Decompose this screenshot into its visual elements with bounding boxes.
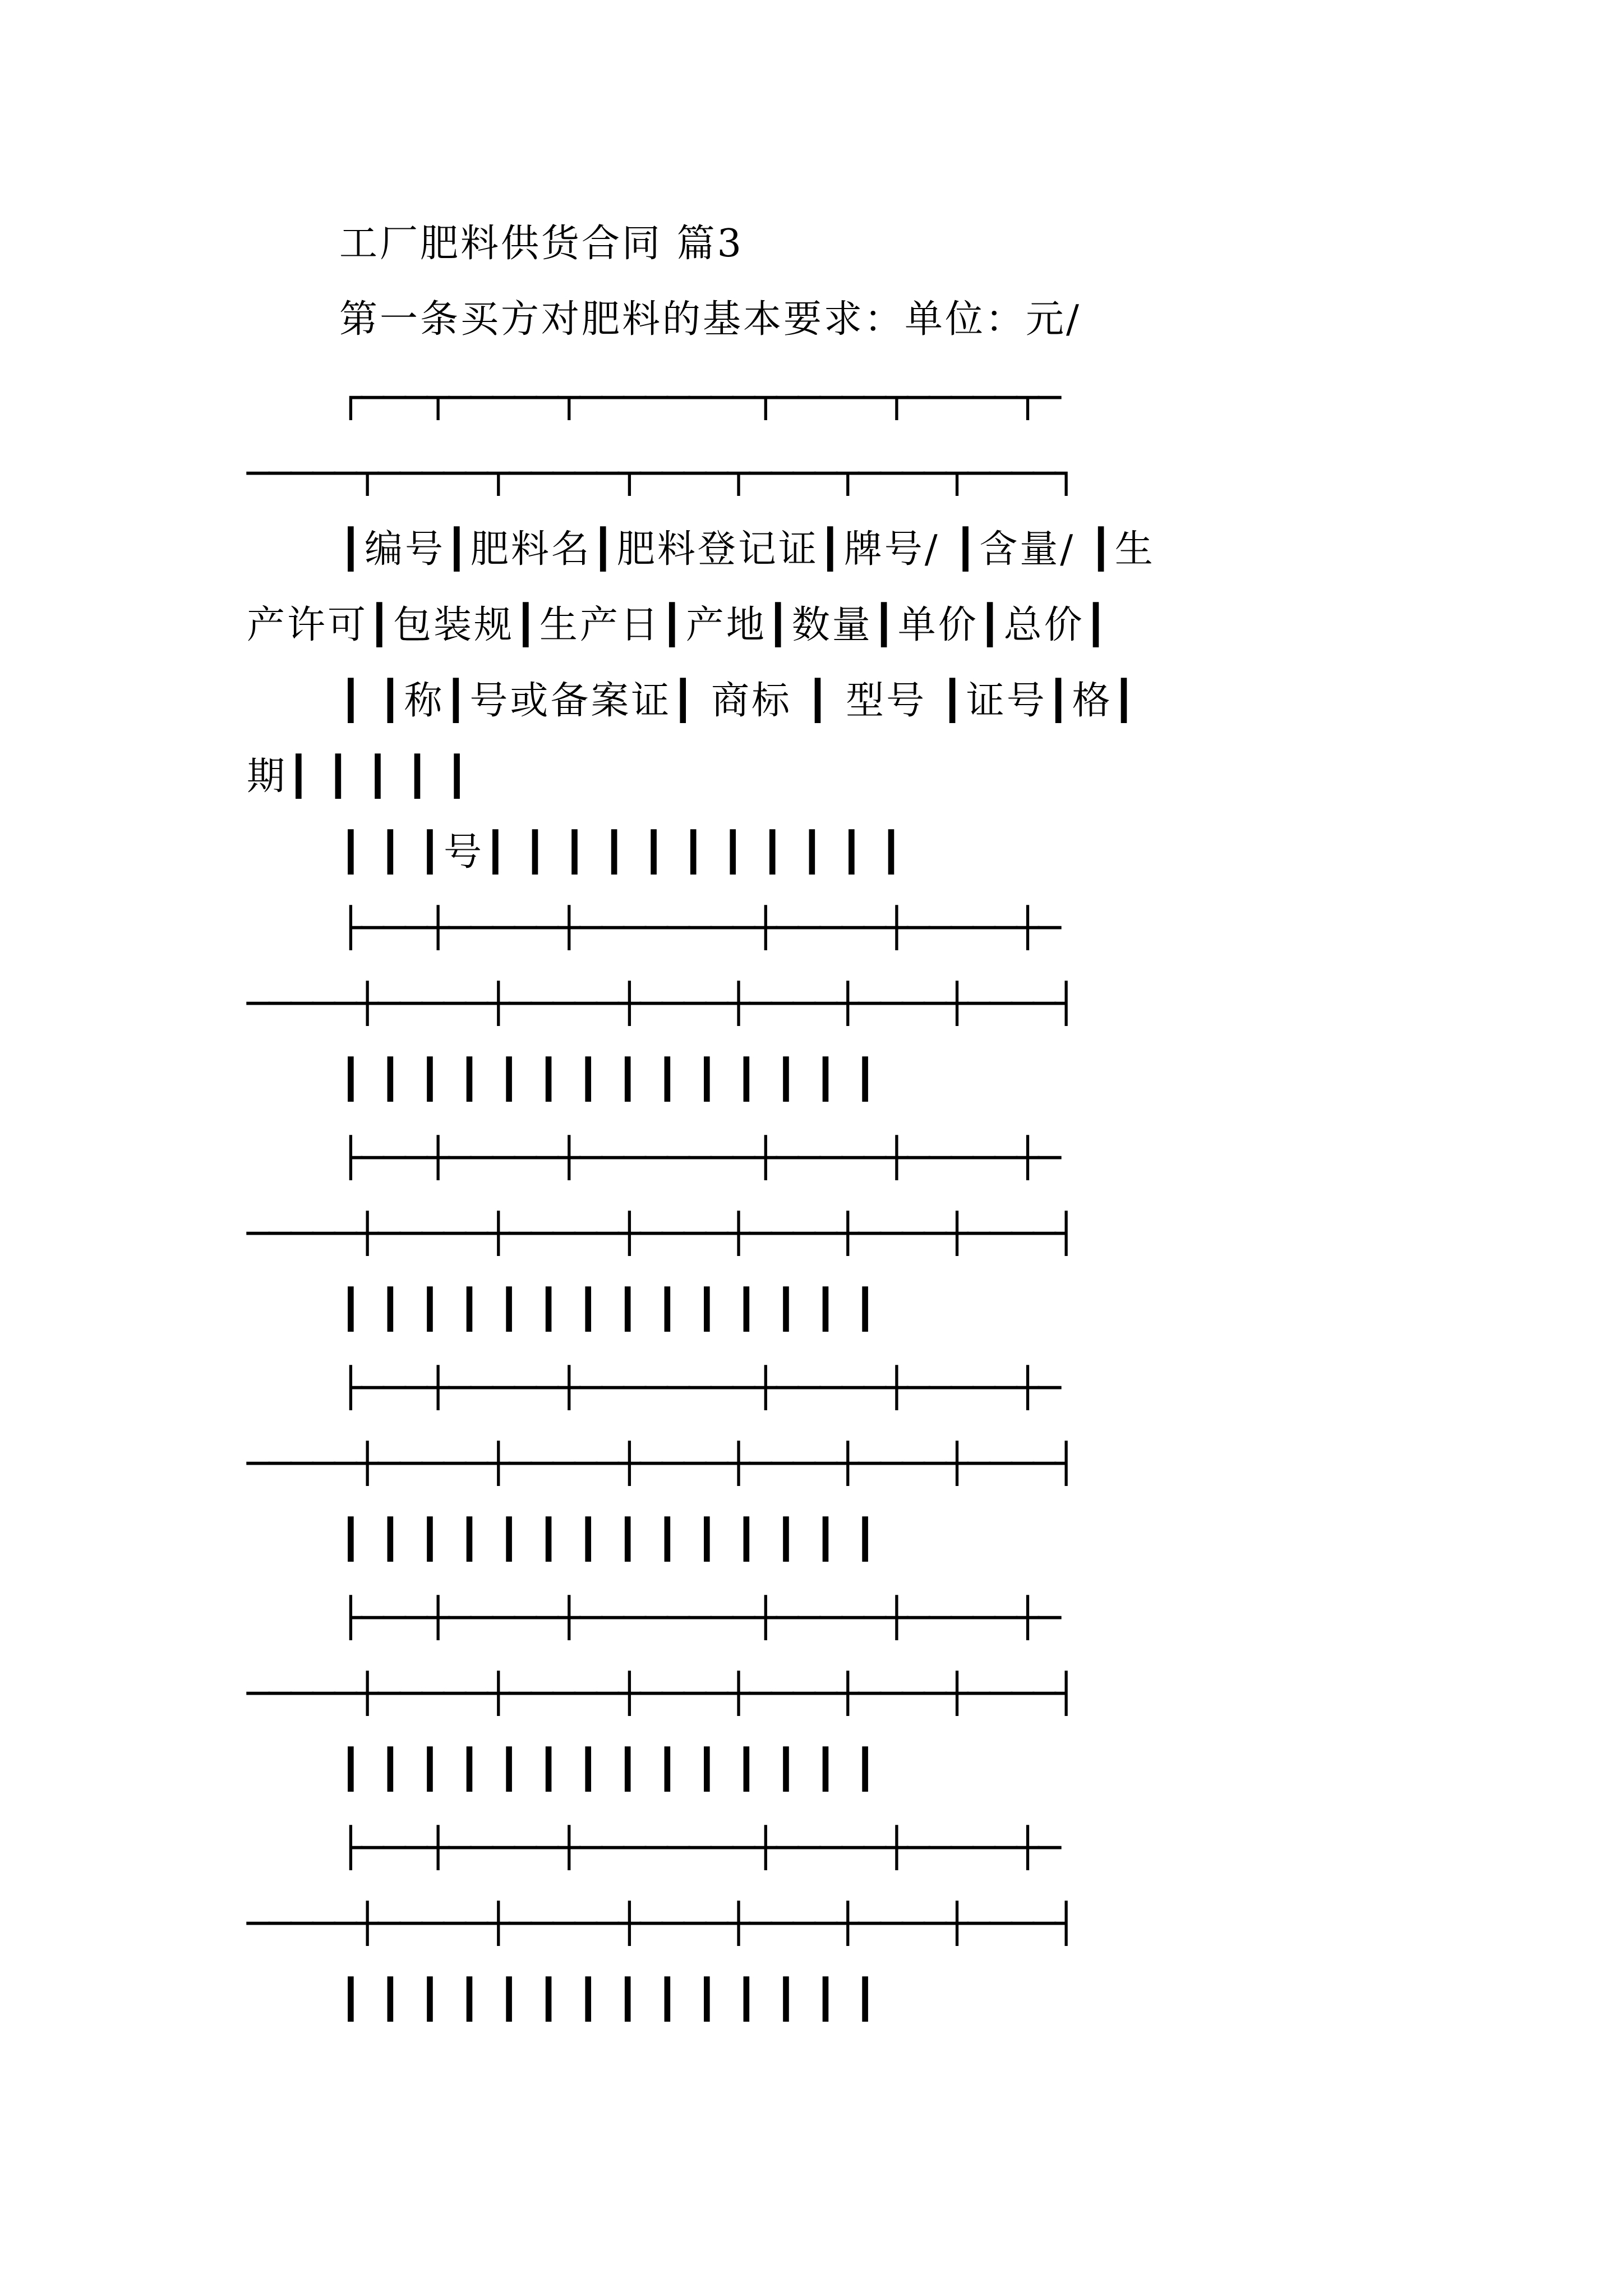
table-separator-wrap: ─────┼─────┼─────┼────┼────┼────┼────┤ — [247, 1442, 1077, 1486]
table-separator: ├───┼─────┼────────┼─────┼─────┼─ — [339, 1596, 1061, 1640]
table-header-row-2-wrap: 期┃ ┃ ┃ ┃ ┃ — [247, 754, 471, 799]
table-row: ┃ ┃ ┃ ┃ ┃ ┃ ┃ ┃ ┃ ┃ ┃ ┃ ┃ ┃ — [339, 1747, 879, 1792]
table-header-row-1-wrap: 产许可┃包装规┃生产日┃产地┃数量┃单价┃总价┃ — [247, 603, 1110, 647]
table-border-top-wrap: ─────┬─────┬─────┬────┬────┬────┬────┐ — [247, 452, 1077, 496]
table-separator: ├───┼─────┼────────┼─────┼─────┼─ — [339, 1136, 1061, 1180]
document-title: 工厂肥料供货合同 篇3 — [339, 222, 744, 266]
clause-heading: 第一条买方对肥料的基本要求：单位：元/ — [339, 297, 1081, 342]
table-header-row-3: ┃ ┃ ┃号┃ ┃ ┃ ┃ ┃ ┃ ┃ ┃ ┃ ┃ ┃ — [339, 830, 905, 875]
table-row: ┃ ┃ ┃ ┃ ┃ ┃ ┃ ┃ ┃ ┃ ┃ ┃ ┃ ┃ — [339, 1977, 879, 2022]
table-separator: ├───┼─────┼────────┼─────┼─────┼─ — [339, 1826, 1061, 1870]
table-separator: ├───┼─────┼────────┼─────┼─────┼─ — [339, 906, 1061, 950]
table-separator: ├───┼─────┼────────┼─────┼─────┼─ — [339, 1366, 1061, 1410]
table-separator-wrap: ─────┼─────┼─────┼────┼────┼────┼────┤ — [247, 1672, 1077, 1716]
table-separator-wrap: ─────┼─────┼─────┼────┼────┼────┼────┤ — [247, 1902, 1077, 1946]
table-row: ┃ ┃ ┃ ┃ ┃ ┃ ┃ ┃ ┃ ┃ ┃ ┃ ┃ ┃ — [339, 1287, 879, 1332]
table-row: ┃ ┃ ┃ ┃ ┃ ┃ ┃ ┃ ┃ ┃ ┃ ┃ ┃ ┃ — [339, 1057, 879, 1102]
table-header-row-1: ┃编号┃肥料名┃肥料登记证┃牌号/ ┃含量/ ┃生 — [339, 527, 1155, 572]
table-separator-wrap: ─────┼─────┼─────┼────┼────┼────┼────┤ — [247, 982, 1077, 1026]
table-row: ┃ ┃ ┃ ┃ ┃ ┃ ┃ ┃ ┃ ┃ ┃ ┃ ┃ ┃ — [339, 1517, 879, 1562]
table-border-top: ┌───┬─────┬────────┬─────┬─────┬─ — [339, 376, 1061, 420]
table-separator-wrap: ─────┼─────┼─────┼────┼────┼────┼────┤ — [247, 1212, 1077, 1256]
table-header-row-2: ┃ ┃称┃号或备案证┃ 商标 ┃ 型号 ┃证号┃格┃ — [339, 679, 1138, 723]
